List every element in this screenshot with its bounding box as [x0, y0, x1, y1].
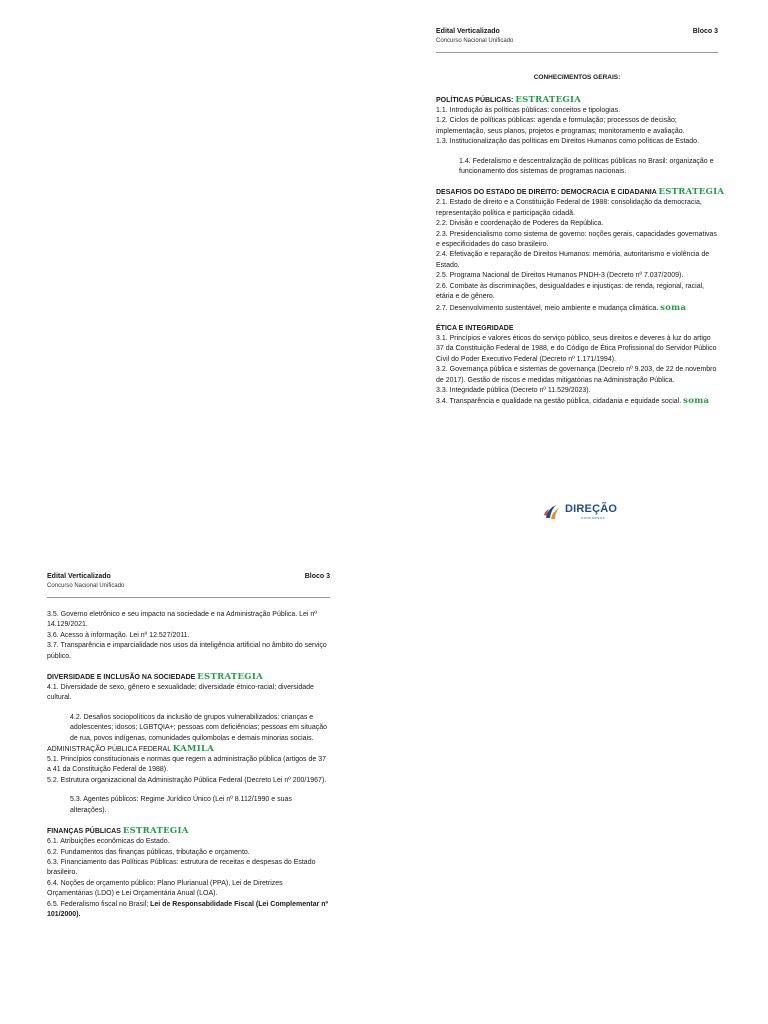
section-title-text: DIVERSIDADE E INCLUSÃO NA SOCIEDADE: [47, 674, 196, 682]
item-6-1: 6.1. Atribuições econômicas do Estado.: [47, 838, 170, 846]
section-title-financas: [47, 826, 330, 837]
item-4-1: 4.1. Diversidade de sexo, gênero e sexualidade; diversidade étnico-racial; diversidade cultural.: [47, 684, 314, 702]
direcao-logo: [543, 501, 619, 523]
handwritten-note: soma: [683, 396, 710, 407]
conhecimentos-gerais-heading: CONHECIMENTOS GERAIS:: [533, 74, 621, 81]
item-text: 2.7. Desenvolvimento sustentável, meio ambiente e mudança climática.: [436, 304, 659, 312]
item-2-4: 2.4. Efetivação e reparação de Direitos Humanos: memória, autoritarismo e violência de Estado.: [436, 251, 710, 269]
item-2-5: 2.5. Programa Nacional de Direitos Humanos PNDH-3 (Decreto nº 7.037/2009).: [436, 272, 684, 280]
item-2-7: [436, 303, 718, 314]
logo-subtext: CONCURSOS: [581, 516, 606, 520]
item-3-1: 3.1. Princípios e valores éticos do serviço público, seus direitos e deveres à luz do artigo 37 da Constituição Federal de 1988, e do Código de Ética Profissional do Servidor Público Civil do Poder Executivo Federal (Decreto nº 1.171/1994).: [436, 334, 717, 363]
item-3-4: [436, 396, 718, 407]
page-2: [47, 571, 330, 920]
item-3-3: 3.3. Integridade pública (Decreto nº 11.529/2023).: [436, 386, 591, 394]
handwritten-note: ESTRATEGIA: [658, 187, 725, 198]
section-title-diversidade: [47, 672, 330, 683]
section-title-administracao: [47, 744, 330, 755]
page-header: [47, 571, 330, 598]
item-3-7: 3.7. Transparência e imparcialidade nos usos da inteligência artificial no âmbito do serviço público.: [47, 642, 327, 660]
handwritten-note: soma: [660, 302, 687, 313]
item-6-3: 6.3. Financiamento das Políticas Públicas: estrutura de receitas e despesas do Estado brasileiro.: [47, 858, 316, 877]
item-5-2: 5.2. Estrutura organizacional da Administração Pública Federal (Decreto Lei nº 200/1967).: [47, 776, 327, 784]
logo-text: DIREÇÃO: [565, 503, 618, 515]
direcao-logo-icon: [543, 503, 561, 521]
item-1-3: 1.3. Institucionalização das políticas em Direitos Humanos como políticas de Estado.: [436, 138, 700, 146]
handwritten-note: ESTRATEGIA: [515, 95, 582, 105]
item-6-4: 6.4. Noções de orçamento público: Plano Plurianual (PPA), Lei de Diretrizes Orçamentárias (LDO) e Lei Orçamentária Anual (LOA).: [47, 879, 283, 898]
item-2-2: 2.2. Divisão e coordenação de Poderes da República.: [436, 220, 604, 228]
section-title-desafios: [436, 187, 725, 198]
item-2-3: 2.3. Presidencialismo como sistema de governo: noções gerais, capacidades governativas e especificidades do caso brasileiro.: [436, 230, 717, 249]
item-5-1: 5.1. Princípios constitucionais e normas que regem a administração pública (artigos de 37 a 41 da Constituição Federal de 1988).: [47, 756, 326, 774]
header-subtitle: Concurso Nacional Unificado: [47, 583, 125, 589]
page-header: [436, 26, 718, 53]
section-title-politicas: [436, 95, 718, 106]
header-bloco: Bloco 3: [304, 573, 330, 580]
handwritten-note: KAMILA: [172, 744, 215, 755]
item-text: 6.5. Federalismo fiscal no Brasil;: [47, 900, 149, 908]
item-3-6: 3.6. Acesso à informação. Lei nº 12.527/2011.: [47, 631, 190, 639]
item-text: 3.4. Transparência e qualidade na gestão pública, cidadania e equidade social.: [436, 398, 682, 406]
item-4-2: 4.2. Desafios sociopolíticos da inclusão de grupos vulnerabilizados: crianças e adolescentes; idosos; LGBTQIA+; pessoas com deficiências; pessoas em situação de rua, povos indígenas, comunidades quilombolas e demais minorias sociais.: [70, 713, 327, 742]
item-1-4: 1.4. Federalismo e descentralização de políticas públicas no Brasil: organização e funcionamento dos sistemas de programas nacionais.: [459, 157, 714, 176]
item-1-1: 1.1. Introdução às políticas públicas: conceitos e tipologias.: [436, 107, 621, 114]
handwritten-note: ESTRATEGIA: [122, 826, 189, 837]
section-title-text: ADMINISTRAÇÃO PÚBLICA FEDERAL: [47, 746, 171, 754]
page-1: [436, 26, 725, 408]
item-text-bold: Lei de Responsabilidade Fiscal (Lei Complementar nº 101/2000).: [47, 900, 329, 918]
section-title-text: FINANÇAS PÚBLICAS: [47, 828, 121, 836]
item-1-2: 1.2. Ciclos de políticas públicas: agenda e formulação; processos de decisão; implementação, seus planos, projetos e programas; monitoramento e avaliação.: [436, 117, 685, 135]
header-title: Edital Verticalizado: [436, 28, 500, 35]
section-title-etica: ÉTICA E INTEGRIDADE: [436, 324, 514, 332]
header-title: Edital Verticalizado: [47, 573, 111, 580]
handwritten-note: ESTRATEGIA: [197, 672, 264, 683]
header-subtitle: Concurso Nacional Unificado: [436, 38, 514, 44]
item-6-2: 6.2. Fundamentos das finanças públicas, tributação e orçamento.: [47, 848, 250, 856]
section-title-text: POLÍTICAS PÚBLICAS:: [436, 97, 514, 104]
item-5-3: 5.3. Agentes públicos: Regime Jurídico Único (Lei nº 8.112/1990 e suas alterações).: [70, 796, 292, 814]
section-title-text: DESAFIOS DO ESTADO DE DIREITO: DEMOCRACIA E CIDADANIA: [436, 189, 657, 197]
item-2-6: 2.6. Combate às discriminações, desigualdades e injustiças: de renda, regional, racial, etária e de gênero.: [436, 282, 705, 301]
header-bloco: Bloco 3: [692, 28, 718, 35]
item-3-5: 3.5. Governo eletrônico e seu impacto na sociedade e na Administração Pública. Lei nº 14.129/2021.: [47, 611, 317, 629]
item-3-2: 3.2. Governança pública e sistemas de governança (Decreto nº 9.203, de 22 de novembro de 2017). Gestão de riscos e medidas mitigatórias na Administração Pública.: [436, 366, 717, 384]
item-6-5: [47, 900, 330, 921]
item-2-1: 2.1. Estado de direito e a Constituição Federal de 1988: consolidação da democracia, representação política e participação cidadã.: [436, 199, 702, 217]
